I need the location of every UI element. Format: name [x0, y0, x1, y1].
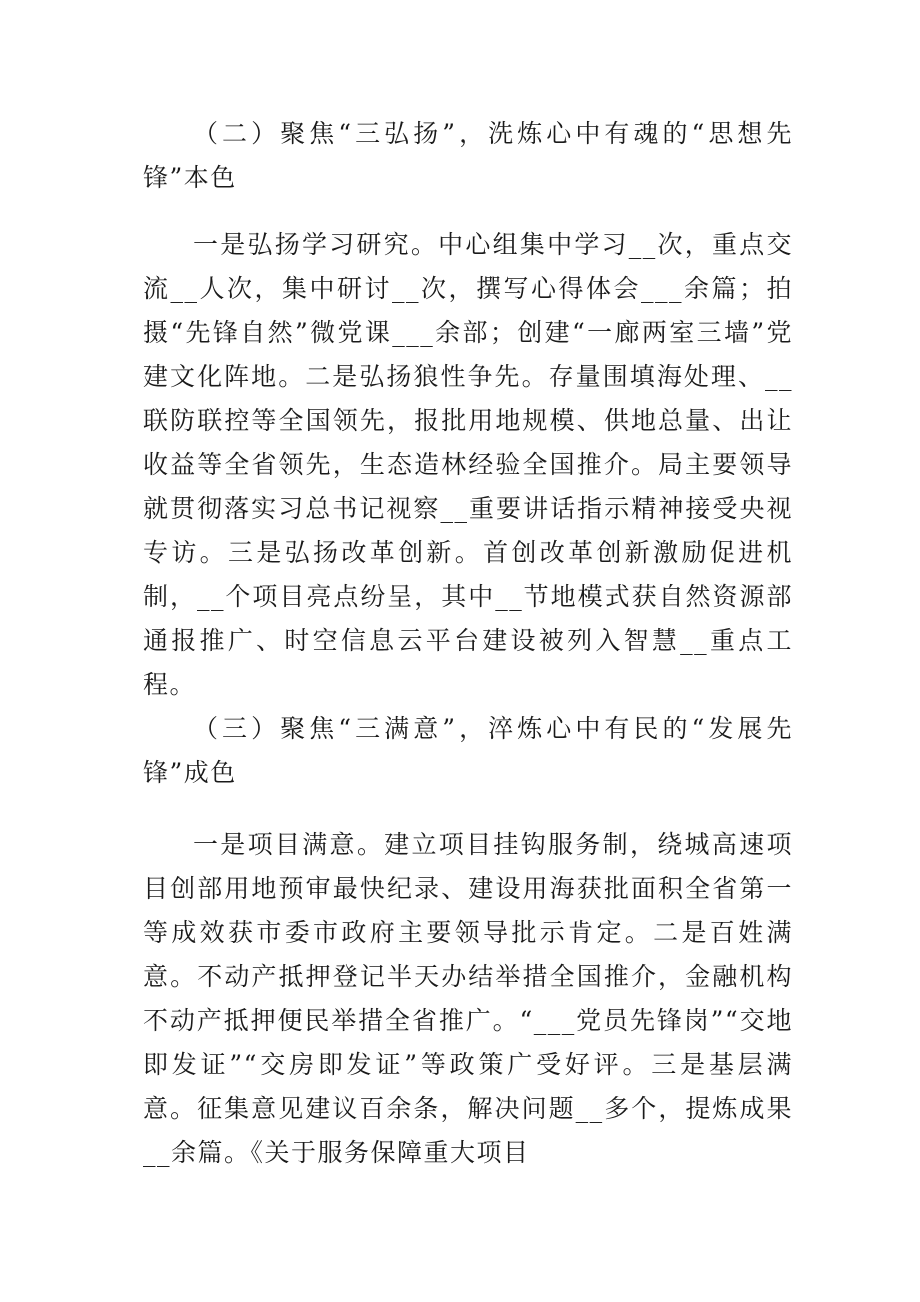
- body-paragraph-thought-pioneer: 一是弘扬学习研究。中心组集中学习__次，重点交流__人次，集中研讨__次，撰写心得体会___余篇；拍摄“先锋自然”微党课___余部；创建“一廊两室三墙”党建文化阵地。二是弘扬狼性争先。存量围填海处理、__联防联控等全国领先，报批用地规模、供地总量、出让收益等全省领先，生态造林经验全国推介。局主要领导就贯彻落实习总书记视察__重要讲话指示精神接受央视专访。三是弘扬改革创新。首创改革创新激励促进机制，__个项目亮点纷呈，其中__节地模式获自然资源部通报推广、时空信息云平台建设被列入智慧__重点工程。: [143, 230, 793, 699]
- section-heading-2: （二）聚焦“三弘扬”，洗炼心中有魂的“思想先锋”本色: [143, 119, 793, 192]
- section-heading-3: （三）聚焦“三满意”，淬炼心中有民的“发展先锋”成色: [143, 714, 793, 787]
- body-paragraph-development-pioneer: 一是项目满意。建立项目挂钩服务制，绕城高速项目创部用地预审最快纪录、建设用海获批面积全省第一等成效获市委市政府主要领导批示肯定。二是百姓满意。不动产抵押登记半天办结举措全国推介，金融机构不动产抵押便民举措全省推广。“___党员先锋岗”“交地即发证”“交房即发证”等政策广受好评。三是基层满意。征集意见建议百余条，解决问题__多个，提炼成果__余篇。《关于服务保障重大项目: [143, 830, 793, 1167]
